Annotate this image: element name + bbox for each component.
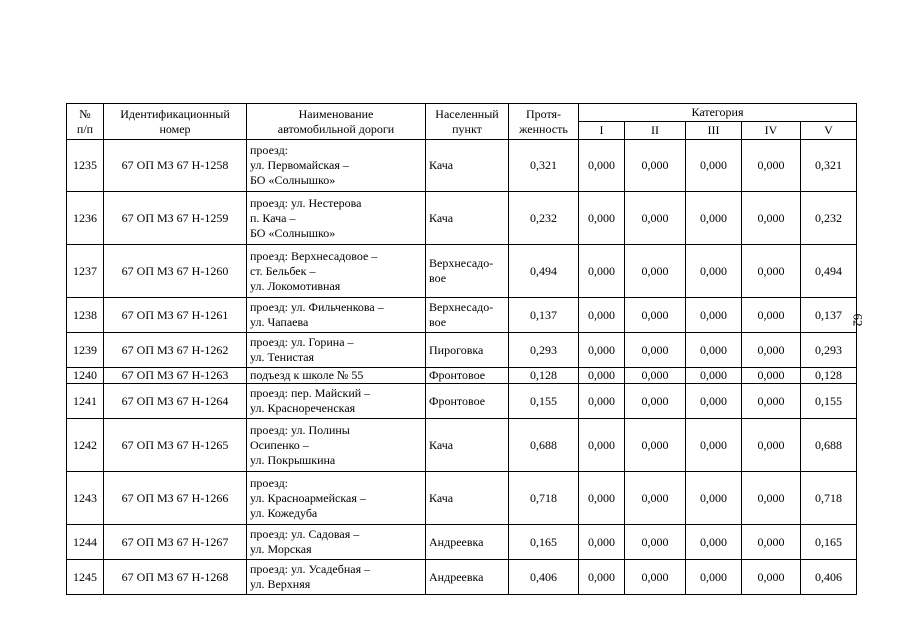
category-iii-value: 0,000 <box>686 140 742 192</box>
header-category: Категория <box>579 104 857 122</box>
road-id: 67 ОП МЗ 67 Н-1260 <box>104 245 247 298</box>
category-ii-value: 0,000 <box>625 140 686 192</box>
settlement <box>426 419 509 472</box>
settlement <box>426 560 509 595</box>
category-iii-value: 0,000 <box>686 384 742 419</box>
road-id: 67 ОП МЗ 67 Н-1258 <box>104 140 247 192</box>
category-iv-value: 0,000 <box>742 560 801 595</box>
category-iii-value: 0,000 <box>686 245 742 298</box>
settlement-line: вое <box>429 315 447 329</box>
header-category-ii: II <box>625 122 686 140</box>
road-name-line: проезд: ул. Нестерова <box>250 195 362 210</box>
table-row <box>67 192 857 245</box>
settlement-line: Кача <box>429 158 454 172</box>
table-row <box>67 245 857 298</box>
row-number: 1243 <box>67 472 104 525</box>
road-name-line: проезд: ул. Усадебная – <box>250 562 371 576</box>
row-number: 1245 <box>67 560 104 595</box>
category-i-value: 0,000 <box>579 419 625 472</box>
road-length: 0,155 <box>509 384 579 419</box>
category-ii-value: 0,000 <box>625 560 686 595</box>
row-number: 1238 <box>67 298 104 333</box>
category-iv-value: 0,000 <box>742 525 801 560</box>
category-v-value: 0,165 <box>801 525 857 560</box>
road-name-line: ул. Первомайская – <box>250 158 349 172</box>
category-iii-value: 0,000 <box>686 333 742 368</box>
category-iii-value: 0,000 <box>686 525 742 560</box>
road-id: 67 ОП МЗ 67 Н-1267 <box>104 525 247 560</box>
category-v-value: 0,293 <box>801 333 857 368</box>
road-id: 67 ОП МЗ 67 Н-1261 <box>104 298 247 333</box>
road-name <box>247 333 426 368</box>
category-i-value: 0,000 <box>579 333 625 368</box>
road-id: 67 ОП МЗ 67 Н-1262 <box>104 333 247 368</box>
settlement-line: Андреевка <box>429 534 484 549</box>
category-i-value: 0,000 <box>579 140 625 192</box>
row-number: 1241 <box>67 384 104 419</box>
table-row <box>67 333 857 368</box>
category-ii-value: 0,000 <box>625 192 686 245</box>
settlement-line: Фронтовое <box>429 368 486 382</box>
road-name-line: ул. Верхняя <box>250 577 311 591</box>
road-name-line: проезд: <box>250 475 289 490</box>
category-ii-value: 0,000 <box>625 525 686 560</box>
row-number: 1237 <box>67 245 104 298</box>
header-length: Протя- женность <box>509 104 579 140</box>
header-name: Наименование автомобильной дороги <box>247 104 426 140</box>
category-ii-value: 0,000 <box>625 384 686 419</box>
road-name-line: БО «Солнышко» <box>250 225 336 240</box>
category-v-value: 0,137 <box>801 298 857 333</box>
category-v-value: 0,494 <box>801 245 857 298</box>
settlement-line: Фронтовое <box>429 393 486 408</box>
road-name-line: ул. Покрышкина <box>250 452 336 467</box>
road-name-line: ул. Красноармейская – <box>250 490 366 505</box>
category-ii-value: 0,000 <box>625 472 686 525</box>
road-id: 67 ОП МЗ 67 Н-1259 <box>104 192 247 245</box>
road-id: 67 ОП МЗ 67 Н-1265 <box>104 419 247 472</box>
category-iii-value: 0,000 <box>686 368 742 384</box>
table-body <box>67 140 857 595</box>
table-row <box>67 384 857 419</box>
road-name <box>247 384 426 419</box>
category-v-value: 0,688 <box>801 419 857 472</box>
road-name-line: Осипенко – <box>250 437 309 452</box>
road-name-line: проезд: ул. Горина – <box>250 335 354 349</box>
category-ii-value: 0,000 <box>625 333 686 368</box>
category-iv-value: 0,000 <box>742 472 801 525</box>
table-row <box>67 472 857 525</box>
road-name-line: п. Кача – <box>250 210 296 225</box>
road-id: 67 ОП МЗ 67 Н-1264 <box>104 384 247 419</box>
category-iv-value: 0,000 <box>742 368 801 384</box>
category-iii-value: 0,000 <box>686 472 742 525</box>
category-i-value: 0,000 <box>579 298 625 333</box>
road-length: 0,688 <box>509 419 579 472</box>
category-iv-value: 0,000 <box>742 333 801 368</box>
road-length: 0,293 <box>509 333 579 368</box>
category-ii-value: 0,000 <box>625 245 686 298</box>
category-iv-value: 0,000 <box>742 192 801 245</box>
road-id: 67 ОП МЗ 67 Н-1268 <box>104 560 247 595</box>
road-name-line: ул. Чапаева <box>250 315 309 329</box>
road-name <box>247 472 426 525</box>
category-iv-value: 0,000 <box>742 298 801 333</box>
settlement-line: Кача <box>429 210 454 225</box>
road-name-line: подъезд к школе № 55 <box>250 368 364 382</box>
road-name <box>247 140 426 192</box>
category-iii-value: 0,000 <box>686 298 742 333</box>
row-number: 1244 <box>67 525 104 560</box>
road-name-line: ул. Краснореченская <box>250 401 356 415</box>
category-ii-value: 0,000 <box>625 368 686 384</box>
category-v-value: 0,406 <box>801 560 857 595</box>
road-name-line: ул. Кожедуба <box>250 505 318 520</box>
settlement <box>426 245 509 298</box>
category-v-value: 0,128 <box>801 368 857 384</box>
road-name <box>247 368 426 384</box>
category-iv-value: 0,000 <box>742 384 801 419</box>
settlement <box>426 368 509 384</box>
category-iii-value: 0,000 <box>686 192 742 245</box>
header-category-i: I <box>579 122 625 140</box>
category-iv-value: 0,000 <box>742 419 801 472</box>
road-name-line: проезд: пер. Майский – <box>250 386 371 400</box>
settlement-line: Верхнесадо- <box>429 300 494 314</box>
road-name <box>247 192 426 245</box>
settlement <box>426 298 509 333</box>
category-iv-value: 0,000 <box>742 140 801 192</box>
table-row <box>67 368 857 384</box>
category-ii-value: 0,000 <box>625 298 686 333</box>
road-name-line: ул. Тенистая <box>250 350 315 364</box>
road-name-line: БО «Солнышко» <box>250 173 336 187</box>
header-place: Населенный пункт <box>426 104 509 140</box>
road-length: 0,406 <box>509 560 579 595</box>
header-category-iii: III <box>686 122 742 140</box>
category-iii-value: 0,000 <box>686 560 742 595</box>
road-name-line: ст. Бельбек – <box>250 263 316 278</box>
settlement-line: вое <box>429 271 447 285</box>
row-number: 1235 <box>67 140 104 192</box>
road-length: 0,718 <box>509 472 579 525</box>
road-id: 67 ОП МЗ 67 Н-1263 <box>104 368 247 384</box>
settlement <box>426 525 509 560</box>
category-iii-value: 0,000 <box>686 419 742 472</box>
road-name-line: ул. Локомотивная <box>250 278 341 293</box>
roads-table <box>66 103 857 595</box>
table-row <box>67 525 857 560</box>
settlement <box>426 384 509 419</box>
settlement <box>426 192 509 245</box>
category-iv-value: 0,000 <box>742 245 801 298</box>
road-length: 0,165 <box>509 525 579 560</box>
settlement-line: Кача <box>429 490 454 505</box>
row-number: 1236 <box>67 192 104 245</box>
road-length: 0,321 <box>509 140 579 192</box>
road-name-line: проезд: ул. Садовая – <box>250 527 360 541</box>
settlement-line: Кача <box>429 437 454 452</box>
category-i-value: 0,000 <box>579 384 625 419</box>
category-v-value: 0,232 <box>801 192 857 245</box>
road-name <box>247 525 426 560</box>
road-length: 0,128 <box>509 368 579 384</box>
road-length: 0,494 <box>509 245 579 298</box>
row-number: 1240 <box>67 368 104 384</box>
road-name <box>247 560 426 595</box>
header-category-iv: IV <box>742 122 801 140</box>
settlement-line: Верхнесадо- <box>429 256 494 270</box>
road-id: 67 ОП МЗ 67 Н-1266 <box>104 472 247 525</box>
settlement <box>426 333 509 368</box>
category-ii-value: 0,000 <box>625 419 686 472</box>
row-number: 1242 <box>67 419 104 472</box>
category-i-value: 0,000 <box>579 472 625 525</box>
category-i-value: 0,000 <box>579 560 625 595</box>
settlement <box>426 472 509 525</box>
header-id: Идентификационный номер <box>104 104 247 140</box>
road-name-line: проезд: ул. Полины <box>250 422 350 437</box>
category-i-value: 0,000 <box>579 245 625 298</box>
road-name-line: проезд: Верхнесадовое – <box>250 248 378 263</box>
category-v-value: 0,321 <box>801 140 857 192</box>
category-i-value: 0,000 <box>579 368 625 384</box>
road-name-line: проезд: <box>250 143 289 157</box>
road-name <box>247 298 426 333</box>
settlement <box>426 140 509 192</box>
header-num: № п/п <box>67 104 104 140</box>
category-v-value: 0,155 <box>801 384 857 419</box>
road-length: 0,232 <box>509 192 579 245</box>
category-i-value: 0,000 <box>579 192 625 245</box>
table-row <box>67 560 857 595</box>
road-name-line: проезд: ул. Фильченкова – <box>250 300 384 314</box>
header-category-v: V <box>801 122 857 140</box>
page-number: 62 <box>850 313 866 327</box>
road-name <box>247 245 426 298</box>
road-name-line: ул. Морская <box>250 542 312 556</box>
road-name <box>247 419 426 472</box>
table-row <box>67 140 857 192</box>
row-number: 1239 <box>67 333 104 368</box>
category-v-value: 0,718 <box>801 472 857 525</box>
settlement-line: Пироговка <box>429 342 484 357</box>
road-length: 0,137 <box>509 298 579 333</box>
settlement-line: Андреевка <box>429 569 484 584</box>
category-i-value: 0,000 <box>579 525 625 560</box>
table-row <box>67 419 857 472</box>
table-row <box>67 298 857 333</box>
